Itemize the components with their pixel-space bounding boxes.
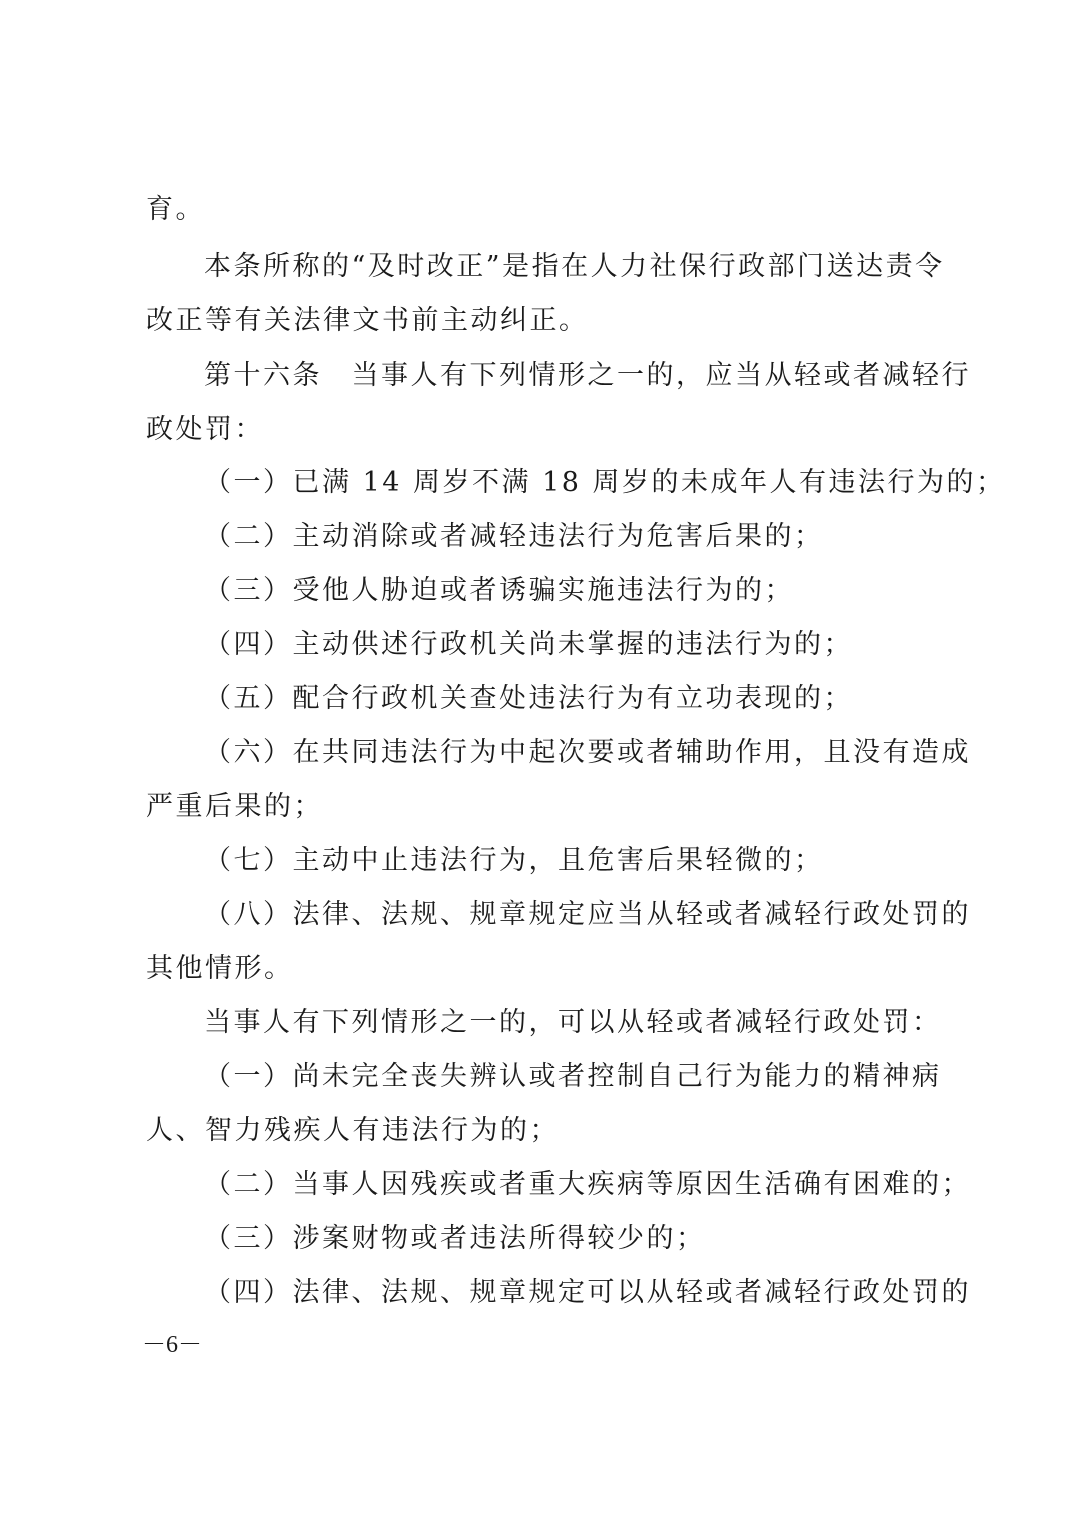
article-16-heading: 第十六条 当事人有下列情形之一的，应当从轻或者减轻行 bbox=[204, 360, 971, 391]
list2-item-2: （二）当事人因残疾或者重大疾病等原因生活确有困难的； bbox=[204, 1169, 971, 1200]
list2-item-3: （三）涉案财物或者违法所得较少的； bbox=[204, 1223, 706, 1254]
list-item-7: （七）主动中止违法行为，且危害后果轻微的； bbox=[204, 845, 824, 876]
list2-item-4: （四）法律、法规、规章规定可以从轻或者减轻行政处罚的 bbox=[204, 1277, 971, 1308]
text-line-5: 政处罚： bbox=[146, 414, 264, 445]
text-line-2: 本条所称的“及时改正”是指在人力社保行政部门送达责令 bbox=[204, 251, 945, 282]
page-number: －6－ bbox=[142, 1332, 202, 1358]
list-item-8-cont: 其他情形。 bbox=[146, 953, 294, 984]
text-line-1: 育。 bbox=[146, 194, 205, 225]
list2-item-1: （一）尚未完全丧失辨认或者控制自己行为能力的精神病 bbox=[204, 1061, 942, 1092]
list-item-5: （五）配合行政机关查处违法行为有立功表现的； bbox=[204, 683, 853, 714]
paragraph-second-list: 当事人有下列情形之一的，可以从轻或者减轻行政处罚： bbox=[204, 1007, 942, 1038]
text-line-3: 改正等有关法律文书前主动纠正。 bbox=[146, 305, 589, 336]
list-item-6: （六）在共同违法行为中起次要或者辅助作用，且没有造成 bbox=[204, 737, 971, 768]
list-item-3: （三）受他人胁迫或者诱骗实施违法行为的； bbox=[204, 575, 794, 606]
list2-item-1-cont: 人、智力残疾人有违法行为的； bbox=[146, 1115, 559, 1146]
list-item-4: （四）主动供述行政机关尚未掌握的违法行为的； bbox=[204, 629, 853, 660]
list-item-6-cont: 严重后果的； bbox=[146, 791, 323, 822]
list-item-1: （一）已满 14 周岁不满 18 周岁的未成年人有违法行为的； bbox=[204, 467, 1006, 498]
list-item-8: （八）法律、法规、规章规定应当从轻或者减轻行政处罚的 bbox=[204, 899, 971, 930]
list-item-2: （二）主动消除或者减轻违法行为危害后果的； bbox=[204, 521, 824, 552]
